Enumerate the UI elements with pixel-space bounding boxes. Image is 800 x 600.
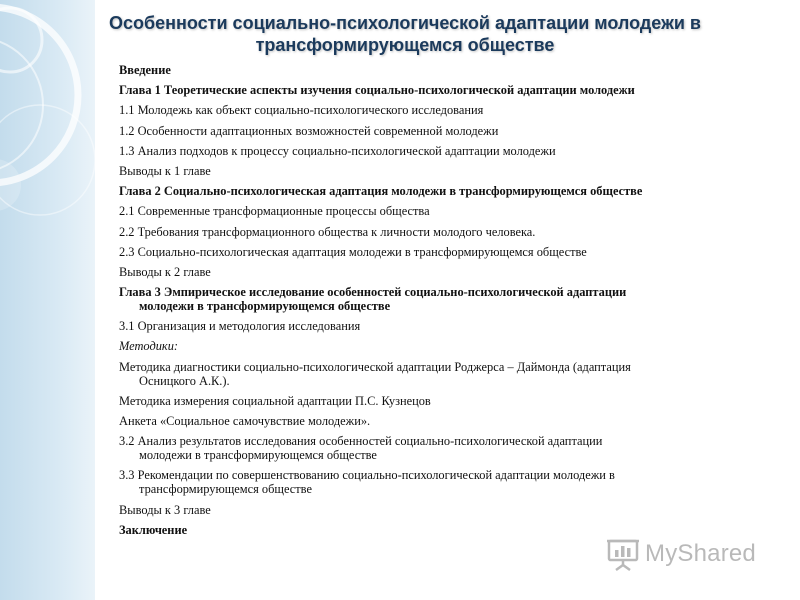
toc-section-3-3-line-2: трансформирующемся обществе	[139, 482, 312, 497]
toc-introduction: Введение	[119, 63, 171, 77]
toc-section-3-3-line-1: 3.3 Рекомендации по совершенствованию социально-психологической адаптации молодежи в	[119, 468, 615, 483]
watermark-text: MyShared	[645, 540, 756, 567]
toc-chapter-3-conclusions: Выводы к 3 главе	[119, 502, 211, 517]
table-of-contents	[119, 63, 729, 543]
toc-method-1	[119, 360, 729, 388]
toc-section-3-2-line-1: 3.2 Анализ результатов исследования особенностей социально-психологической адаптации	[119, 434, 603, 449]
toc-section-3-2	[119, 434, 729, 462]
toc-method-3: Анкета «Социальное самочувствие молодежи».	[119, 414, 371, 428]
myshared-watermark	[606, 536, 756, 572]
slide-title	[95, 12, 715, 56]
toc-section-2-3: 2.3 Социально-психологическая адаптация молодежи в трансформирующемся обществе	[119, 244, 587, 259]
toc-method-1-line-1: Методика диагностики социально-психологической адаптации Роджерса – Даймонда (адаптация	[119, 359, 631, 374]
decorative-circles-graphic	[0, 0, 95, 600]
toc-section-3-1: 3.1 Организация и методология исследования	[119, 319, 361, 334]
toc-section-2-1: 2.1 Современные трансформационные процессы общества	[119, 204, 430, 219]
toc-conclusion: Заключение	[119, 522, 188, 537]
toc-section-1-2: 1.2 Особенности адаптационных возможностей современной молодежи	[119, 123, 499, 138]
decorative-side-band	[0, 0, 95, 600]
toc-section-1-1: 1.1 Молодежь как объект социально-психологического исследования	[119, 103, 484, 118]
toc-chapter-3-title-line-2: молодежи в трансформирующемся обществе	[139, 299, 391, 314]
slide-title-line-1: Особенности социально-психологической адаптации молодежи в	[109, 13, 701, 33]
toc-chapter-1-conclusions: Выводы к 1 главе	[119, 163, 211, 178]
toc-section-3-2-line-2: молодежи в трансформирующемся обществе	[139, 448, 377, 463]
toc-method-1-line-2: Осницкого А.К.).	[139, 373, 230, 388]
toc-section-3-3	[119, 468, 729, 496]
presentation-board-icon	[606, 537, 640, 571]
toc-chapter-3-title	[119, 285, 729, 313]
toc-chapter-1-title: Глава 1 Теоретические аспекты изучения социально-психологической адаптации молодежи	[119, 83, 635, 98]
slide-title-line-2: трансформирующемся обществе	[255, 35, 555, 55]
toc-section-2-2: 2.2 Требования трансформационного общества к личности молодого человека.	[119, 224, 536, 239]
toc-method-2: Методика измерения социальной адаптации П.С. Кузнецов	[119, 393, 431, 408]
toc-chapter-2-conclusions: Выводы к 2 главе	[119, 264, 211, 279]
toc-chapter-2-title: Глава 2 Социально-психологическая адаптация молодежи в трансформирующемся обществе	[119, 184, 643, 199]
toc-methods-label: Методики:	[119, 339, 179, 354]
toc-section-1-3: 1.3 Анализ подходов к процессу социально-психологической адаптации молодежи	[119, 143, 556, 158]
toc-chapter-3-title-line-1: Глава 3 Эмпирическое исследование особенностей социально-психологической адаптации	[119, 285, 627, 300]
